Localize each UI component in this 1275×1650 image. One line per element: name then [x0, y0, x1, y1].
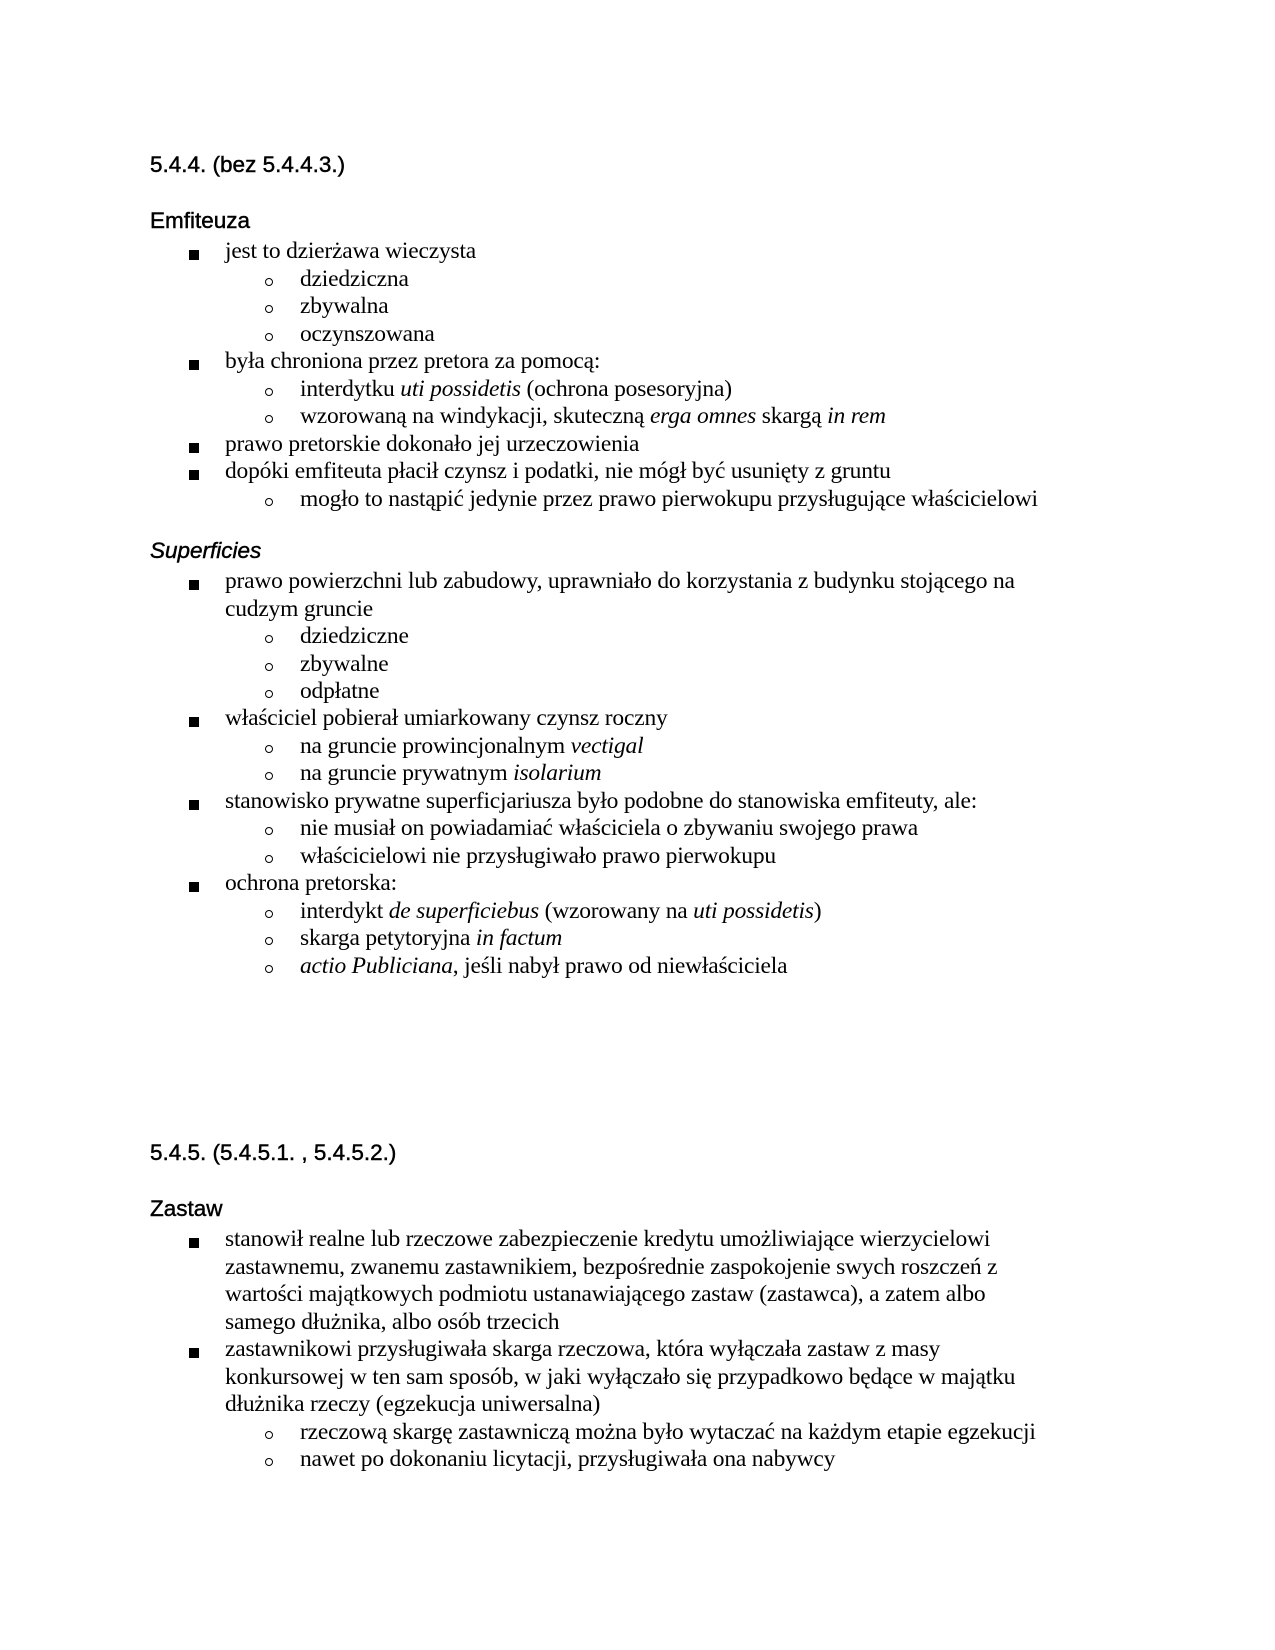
circle-bullet-icon	[265, 965, 273, 973]
sub-list-item: interdytku uti possidetis (ochrona posesoryjna)	[300, 376, 732, 402]
list-item: dopóki emfiteuta płacił czynsz i podatki, nie mógł być usunięty z gruntu	[225, 458, 891, 484]
list-item-continuation: samego dłużnika, albo osób trzecich	[225, 1309, 560, 1335]
circle-bullet-icon	[265, 635, 273, 643]
sub-list-item: mogło to nastąpić jedynie przez prawo pierwokupu przysługujące właścicielowi	[300, 486, 1038, 512]
list-item: prawo pretorskie dokonało jej urzeczowienia	[225, 431, 640, 457]
sub-list-item: zbywalna	[300, 293, 389, 319]
sub-list-item: dziedziczna	[300, 266, 409, 292]
sub-list-item: na gruncie prowincjonalnym vectigal	[300, 733, 644, 759]
square-bullet-icon	[189, 1238, 199, 1248]
sub-list-item: oczynszowana	[300, 321, 435, 347]
sub-list-item: interdykt de superficiebus (wzorowany na uti possidetis)	[300, 898, 822, 924]
circle-bullet-icon	[265, 745, 273, 753]
sub-list-item: nie musiał on powiadamiać właściciela o zbywaniu swojego prawa	[300, 815, 918, 841]
section-heading: 5.4.5. (5.4.5.1. , 5.4.5.2.)	[150, 1140, 397, 1165]
circle-bullet-icon	[265, 663, 273, 671]
list-item: właściciel pobierał umiarkowany czynsz roczny	[225, 705, 668, 731]
list-item: stanowił realne lub rzeczowe zabezpieczenie kredytu umożliwiające wierzycielowi	[225, 1226, 991, 1252]
sub-list-item: dziedziczne	[300, 623, 409, 649]
list-item: prawo powierzchni lub zabudowy, uprawniało do korzystania z budynku stojącego na	[225, 568, 1015, 594]
sub-list-item: właścicielowi nie przysługiwało prawo pierwokupu	[300, 843, 776, 869]
circle-bullet-icon	[265, 772, 273, 780]
sub-list-item: skarga petytoryjna in factum	[300, 925, 563, 951]
topic-title-emfiteuza: Emfiteuza	[150, 208, 251, 233]
square-bullet-icon	[189, 250, 199, 260]
square-bullet-icon	[189, 1348, 199, 1358]
circle-bullet-icon	[265, 305, 273, 313]
circle-bullet-icon	[265, 1458, 273, 1466]
circle-bullet-icon	[265, 855, 273, 863]
circle-bullet-icon	[265, 498, 273, 506]
circle-bullet-icon	[265, 690, 273, 698]
square-bullet-icon	[189, 717, 199, 727]
square-bullet-icon	[189, 800, 199, 810]
topic-title-zastaw: Zastaw	[150, 1196, 223, 1221]
circle-bullet-icon	[265, 937, 273, 945]
list-item: była chroniona przez pretora za pomocą:	[225, 348, 601, 374]
section-heading: 5.4.4. (bez 5.4.4.3.)	[150, 152, 346, 177]
square-bullet-icon	[189, 470, 199, 480]
square-bullet-icon	[189, 580, 199, 590]
list-item-continuation: konkursowej w ten sam sposób, w jaki wyłączało się przypadkowo będące w majątku	[225, 1364, 1016, 1390]
sub-list-item: actio Publiciana, jeśli nabył prawo od niewłaściciela	[300, 953, 788, 979]
circle-bullet-icon	[265, 333, 273, 341]
circle-bullet-icon	[265, 1431, 273, 1439]
sub-list-item: na gruncie prywatnym isolarium	[300, 760, 602, 786]
circle-bullet-icon	[265, 415, 273, 423]
sub-list-item: zbywalne	[300, 651, 389, 677]
sub-list-item: nawet po dokonaniu licytacji, przysługiwała ona nabywcy	[300, 1446, 836, 1472]
list-item: stanowisko prywatne superficjariusza było podobne do stanowiska emfiteuty, ale:	[225, 788, 978, 814]
list-item-continuation: zastawnemu, zwanemu zastawnikiem, bezpośrednie zaspokojenie swych roszczeń z	[225, 1254, 998, 1280]
sub-list-item: rzeczową skargę zastawniczą można było wytaczać na każdym etapie egzekucji	[300, 1419, 1036, 1445]
square-bullet-icon	[189, 882, 199, 892]
list-item: zastawnikowi przysługiwała skarga rzeczowa, która wyłączała zastaw z masy	[225, 1336, 941, 1362]
square-bullet-icon	[189, 360, 199, 370]
list-item-continuation: cudzym gruncie	[225, 596, 373, 622]
sub-list-item: odpłatne	[300, 678, 380, 704]
list-item-continuation: dłużnika rzeczy (egzekucja uniwersalna)	[225, 1391, 601, 1417]
list-item: jest to dzierżawa wieczysta	[225, 238, 477, 264]
circle-bullet-icon	[265, 827, 273, 835]
list-item-continuation: wartości majątkowych podmiotu ustanawiającego zastaw (zastawca), a zatem albo	[225, 1281, 986, 1307]
sub-list-item: wzorowaną na windykacji, skuteczną erga omnes skargą in rem	[300, 403, 886, 429]
list-item: ochrona pretorska:	[225, 870, 397, 896]
square-bullet-icon	[189, 443, 199, 453]
circle-bullet-icon	[265, 910, 273, 918]
circle-bullet-icon	[265, 278, 273, 286]
topic-title-superficies: Superficies	[150, 538, 262, 563]
circle-bullet-icon	[265, 388, 273, 396]
